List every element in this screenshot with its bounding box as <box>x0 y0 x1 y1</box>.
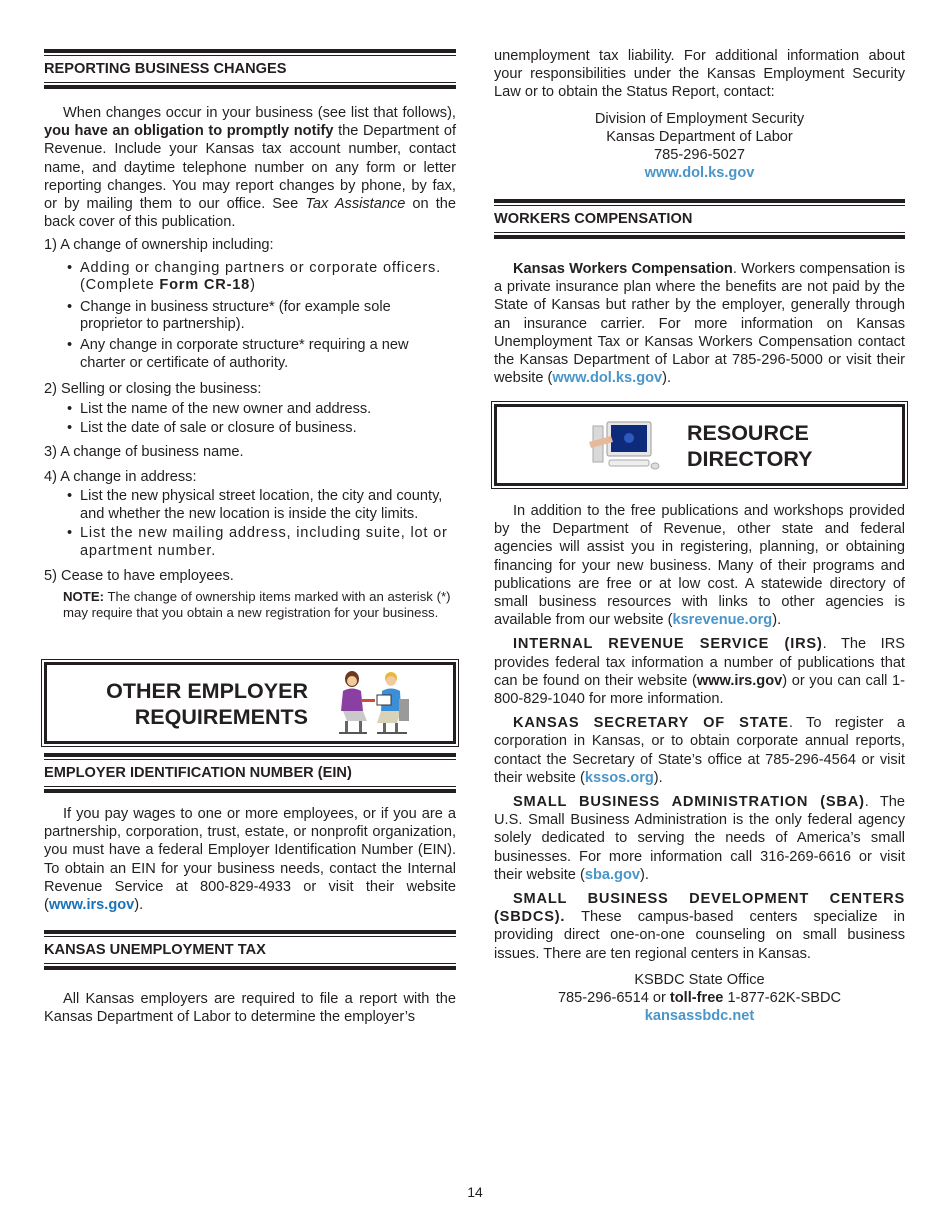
reporting-section <box>44 104 456 621</box>
contact-line: Kansas Department of Labor <box>606 128 793 145</box>
section-header-reporting <box>44 49 456 89</box>
text-run: Adding or changing partners or corporate officers. (Complete <box>80 259 441 294</box>
resource-intro <box>494 502 905 629</box>
box-title-line: DIRECTORY <box>687 447 813 471</box>
section-title: EMPLOYER IDENTIFICATION NUMBER (EIN) <box>44 759 456 787</box>
box-title-line: RESOURCE <box>687 421 809 445</box>
text-run-bold: you have an obligation to promptly notify <box>44 123 334 140</box>
unemployment-continued <box>494 47 905 182</box>
text-run: ). <box>134 897 144 914</box>
people-meeting-icon <box>333 669 411 737</box>
text-run: When changes occur in your business (see list that follows), <box>63 105 456 121</box>
section-title: WORKERS COMPENSATION <box>494 205 905 233</box>
text-run: ). <box>662 370 672 387</box>
other-employer-box <box>44 662 456 744</box>
list-bullet: • Any change in corporate structure* requiring a new charter or certificate of authority. <box>44 337 456 372</box>
dol-link[interactable]: www.dol.ks.gov <box>644 165 755 182</box>
text-run-italic: Tax Assistance <box>305 196 406 213</box>
entry-title: INTERNAL REVENUE SERVICE (IRS) <box>513 636 823 653</box>
reporting-intro <box>44 104 456 231</box>
list-bullet: • List the new physical street location, the city and county, and whether the new location is inside the city limits. <box>44 488 456 523</box>
section-header-workers <box>494 199 905 239</box>
kansassbdc-link[interactable]: kansassbdc.net <box>644 1008 755 1025</box>
list-bullet: • Change in business structure* (for example sole proprietor to partnership). <box>44 299 456 334</box>
text-run-bold: toll-free <box>669 990 724 1007</box>
contact-line <box>494 989 905 1007</box>
list-item: 4) A change in address: <box>44 468 197 485</box>
entry-title: SMALL BUSINESS DEVELOPMENT CENTERS (SBDCS). <box>494 891 905 926</box>
unemployment-text: All Kansas employers are required to file a report with the Kansas Department of Labor to determine the employer’s <box>44 991 456 1026</box>
ksrevenue-link[interactable]: ksrevenue.org <box>672 612 773 629</box>
list-bullet: • List the new mailing address, including suite, lot or apartment number. <box>44 525 456 560</box>
ein-section <box>44 805 456 914</box>
dol-link[interactable]: www.dol.ks.gov <box>552 370 663 387</box>
list-item: 5) Cease to have employees. <box>44 567 234 584</box>
text-run: ) <box>250 277 256 294</box>
unemployment-section <box>44 990 456 1026</box>
text-run: If you pay wages to one or more employees, or if you are a partnership, corporation, trust, estate, or nonprofit organization, you must have a federal Employer Identification Number (EIN). To obtain an EIN for your business needs, contact the Internal Revenue Service at 800-829-4933 or visit their website ( <box>44 806 456 914</box>
irs-entry <box>494 635 905 708</box>
workers-text <box>494 260 905 387</box>
text-run: the Department of Revenue. Include your Kansas tax account number, contact name, and daytime telephone number on any form or letter reporting changes. You may report changes by phone, by fax, or by mailing them to our office. See <box>44 123 456 213</box>
note-label: NOTE: <box>63 589 105 605</box>
text-run: ). <box>653 769 663 786</box>
workers-section <box>494 260 905 387</box>
form-reference: Form CR-18 <box>159 277 251 294</box>
text-run: In addition to the free publications and workshops provided by the Department of Revenue, other state and federal agencies will assist you in registering, planning, or obtaining financing for your new business. Many of their programs and publications are free or at low cost. A statewide directory of small business resources with links to other agencies is available from our website ( <box>494 503 905 629</box>
sos-entry <box>494 714 905 787</box>
contact-line: Division of Employment Security <box>594 110 805 127</box>
list-item: 2) Selling or closing the business: <box>44 381 262 398</box>
changes-list <box>44 237 456 585</box>
contact-block <box>494 110 905 183</box>
kssos-link[interactable]: kssos.org <box>584 769 654 786</box>
sbdc-entry <box>494 890 905 963</box>
contact-line: 785-296-5027 <box>654 147 745 164</box>
section-header-ein <box>44 753 456 793</box>
text-run: These campus-based centers specialize in providing direct one-on-one counseling on small business issues. There are ten regional centers in Kansas. <box>494 909 905 962</box>
ein-text <box>44 805 456 914</box>
text-run: ). <box>772 612 782 629</box>
list-bullet <box>44 260 456 295</box>
entry-title: KANSAS SECRETARY OF STATE <box>513 715 789 732</box>
box-title <box>106 678 308 730</box>
sba-link[interactable]: sba.gov <box>584 866 640 883</box>
text-run: . To register a corporation in Kansas, or to obtain corporate annual reports, contact the Secretary of State’s office at 785-296-4564 or visit their website ( <box>494 715 905 786</box>
irs-website: www.irs.gov <box>696 672 783 689</box>
page-number: 14 <box>467 1184 483 1200</box>
irs-link[interactable]: www.irs.gov <box>48 897 135 914</box>
text-run: ). <box>640 866 649 883</box>
resource-directory-box <box>494 404 905 486</box>
list-bullet: • List the date of sale or closure of business. <box>44 420 456 437</box>
box-title <box>687 420 812 472</box>
computer-icon <box>589 420 661 472</box>
text-run: 1-877-62K-SBDC <box>723 990 842 1007</box>
unemployment-continued-text: unemployment tax liability. For additional information about your responsibilities under the Kansas Employment Security Law or to obtain the Status Report, contact: <box>494 48 905 101</box>
note <box>44 589 456 620</box>
text-run: 785-296-6514 or <box>557 990 670 1007</box>
section-title: KANSAS UNEMPLOYMENT TAX <box>44 936 456 964</box>
list-item: 3) A change of business name. <box>44 444 244 461</box>
list-bullet: • List the name of the new owner and address. <box>44 401 456 418</box>
text-run: . The IRS provides federal tax information a number of publications that can be found on their website ( <box>494 636 905 689</box>
sba-entry <box>494 793 905 884</box>
text-run: . Workers compensation is a private insurance plan where the benefits are not paid by the State of Kansas but rather by the employer, generally through an insurance carrier. For more information on Kansas Unemployment Tax or Kansas Workers Compensation contact the Kansas Department of Labor at 785-296-5000 or visit their website ( <box>494 261 905 387</box>
text-run: ) or you can call 1-800-829-1040 for more information. <box>494 672 905 708</box>
box-title-line: REQUIREMENTS <box>134 705 308 729</box>
text-run: . The U.S. Small Business Administration is the only federal agency solely dedicated to serving the needs of America’s small businesses. For more information call 316-269-6616 or visit their website ( <box>494 794 905 883</box>
list-item: 1) A change of ownership including: <box>44 237 274 254</box>
sbdc-contact-block <box>494 971 905 1026</box>
box-title-line: OTHER EMPLOYER <box>106 679 308 703</box>
section-title: REPORTING BUSINESS CHANGES <box>44 55 456 83</box>
note-text: The change of ownership items marked with an asterisk (*) may require that you obtain a new registration for your business. <box>63 589 451 620</box>
entry-title: SMALL BUSINESS ADMINISTRATION (SBA) <box>513 794 865 811</box>
text-run-bold: Kansas Workers Compensation <box>513 261 733 277</box>
contact-line: KSBDC State Office <box>634 971 765 988</box>
section-header-unemployment <box>44 930 456 970</box>
resource-section <box>494 502 905 1025</box>
text-run: on the back cover of this publication. <box>44 196 456 231</box>
